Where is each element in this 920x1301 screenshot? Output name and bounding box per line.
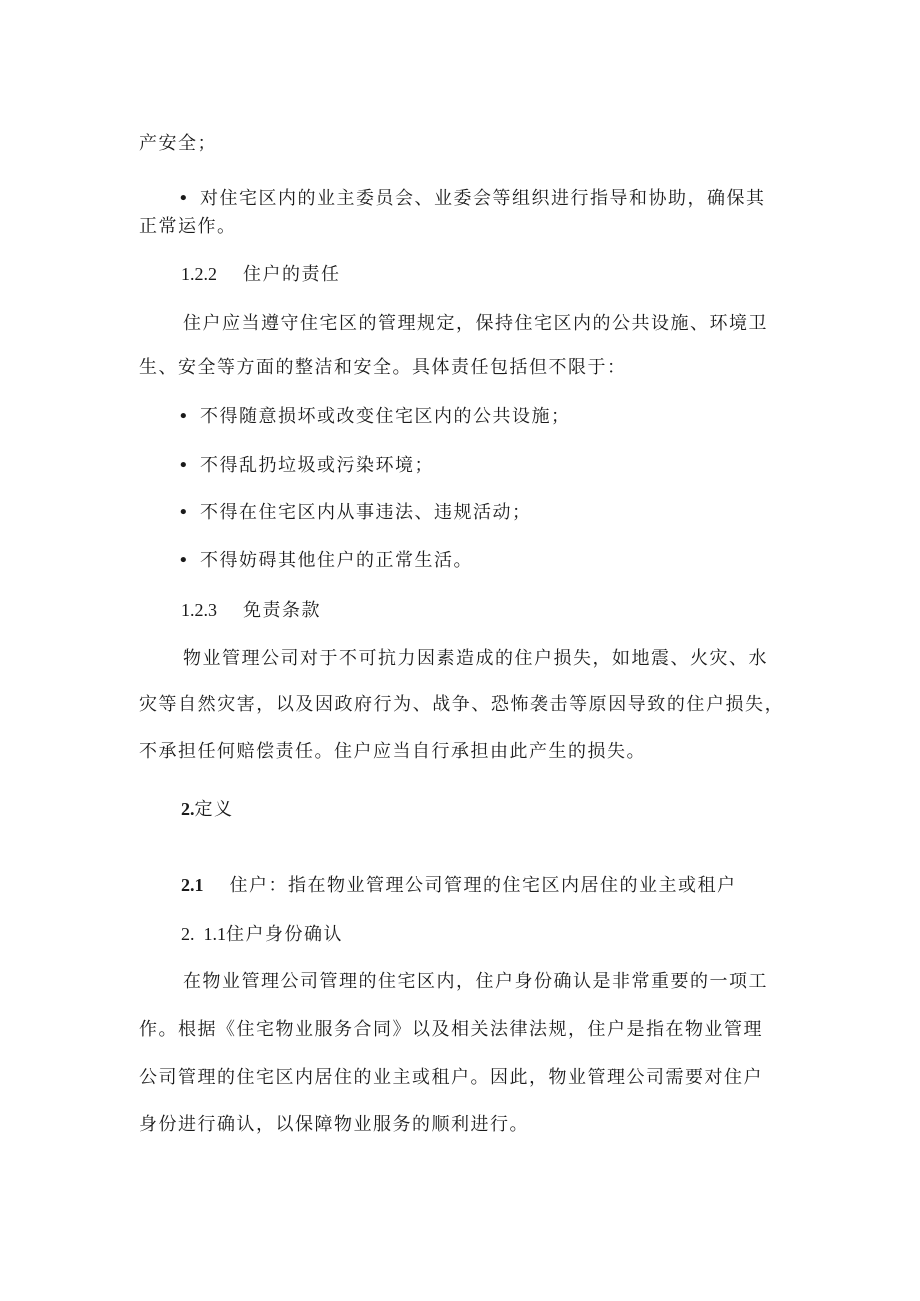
bullet-icon: • <box>178 455 191 476</box>
bullet-icon: • <box>178 550 191 571</box>
section-heading-2-1-1 <box>181 922 831 947</box>
section-title: 住户：指在物业管理公司管理的住宅区内居住的业主或租户 <box>229 875 737 896</box>
text-line: 正常运作。 <box>139 216 237 237</box>
paragraph-line: 生、安全等方面的整洁和安全。具体责任包括但不限于： <box>139 357 627 378</box>
bullet-icon: • <box>178 502 191 523</box>
section-heading-2 <box>181 797 831 822</box>
bullet-text: 不得随意损坏或改变住宅区内的公共设施； <box>200 406 571 427</box>
bullet-item <box>178 549 828 573</box>
bullet-item <box>178 405 828 429</box>
paragraph-line: 不承担任何赔偿责任。住户应当自行承担由此产生的损失。 <box>139 741 646 762</box>
paragraph-line: 住户应当遵守住宅区的管理规定，保持住宅区内的公共设施、环境卫 <box>183 313 768 334</box>
bullet-icon: • <box>178 188 191 209</box>
section-number: 1.2.2 <box>181 264 217 284</box>
section-heading-1-2-2 <box>181 262 831 287</box>
bullet-icon: • <box>178 406 191 427</box>
section-number: 2. <box>181 799 195 819</box>
section-heading-2-1 <box>181 873 831 898</box>
bullet-item <box>178 501 828 525</box>
paragraph-line: 物业管理公司对于不可抗力因素造成的住户损失，如地震、火灾、水 <box>183 648 768 669</box>
paragraph-line: 作。根据《住宅物业服务合同》以及相关法律法规，住户是指在物业管理 <box>139 1019 763 1040</box>
paragraph-line: 在物业管理公司管理的住宅区内，住户身份确认是非常重要的一项工 <box>183 971 768 992</box>
bullet-item <box>178 187 828 211</box>
section-number: 1.2.3 <box>181 600 217 620</box>
paragraph-line: 灾等自然灾害，以及因政府行为、战争、恐怖袭击等原因导致的住户损失， <box>139 694 785 715</box>
paragraph-line: 公司管理的住宅区内居住的业主或租户。因此，物业管理公司需要对住户 <box>139 1067 763 1088</box>
bullet-text: 不得妨碍其他住户的正常生活。 <box>200 550 473 571</box>
section-title: 定义 <box>194 799 234 820</box>
section-number: 2.1 <box>181 875 204 895</box>
bullet-text: 不得乱扔垃圾或污染环境； <box>200 455 434 476</box>
bullet-item <box>178 454 828 478</box>
section-heading-1-2-3 <box>181 598 831 623</box>
section-number: 2. 1.1 <box>181 924 226 944</box>
paragraph-line: 身份进行确认，以保障物业服务的顺利进行。 <box>139 1114 529 1135</box>
section-title: 免责条款 <box>243 600 321 621</box>
section-title: 住户的责任 <box>243 264 341 285</box>
bullet-text: 对住宅区内的业主委员会、业委会等组织进行指导和协助，确保其 <box>200 188 766 209</box>
bullet-text: 不得在住宅区内从事违法、违规活动； <box>200 502 532 523</box>
text-line: 产安全； <box>139 133 217 154</box>
section-title: 住户身份确认 <box>226 924 343 945</box>
